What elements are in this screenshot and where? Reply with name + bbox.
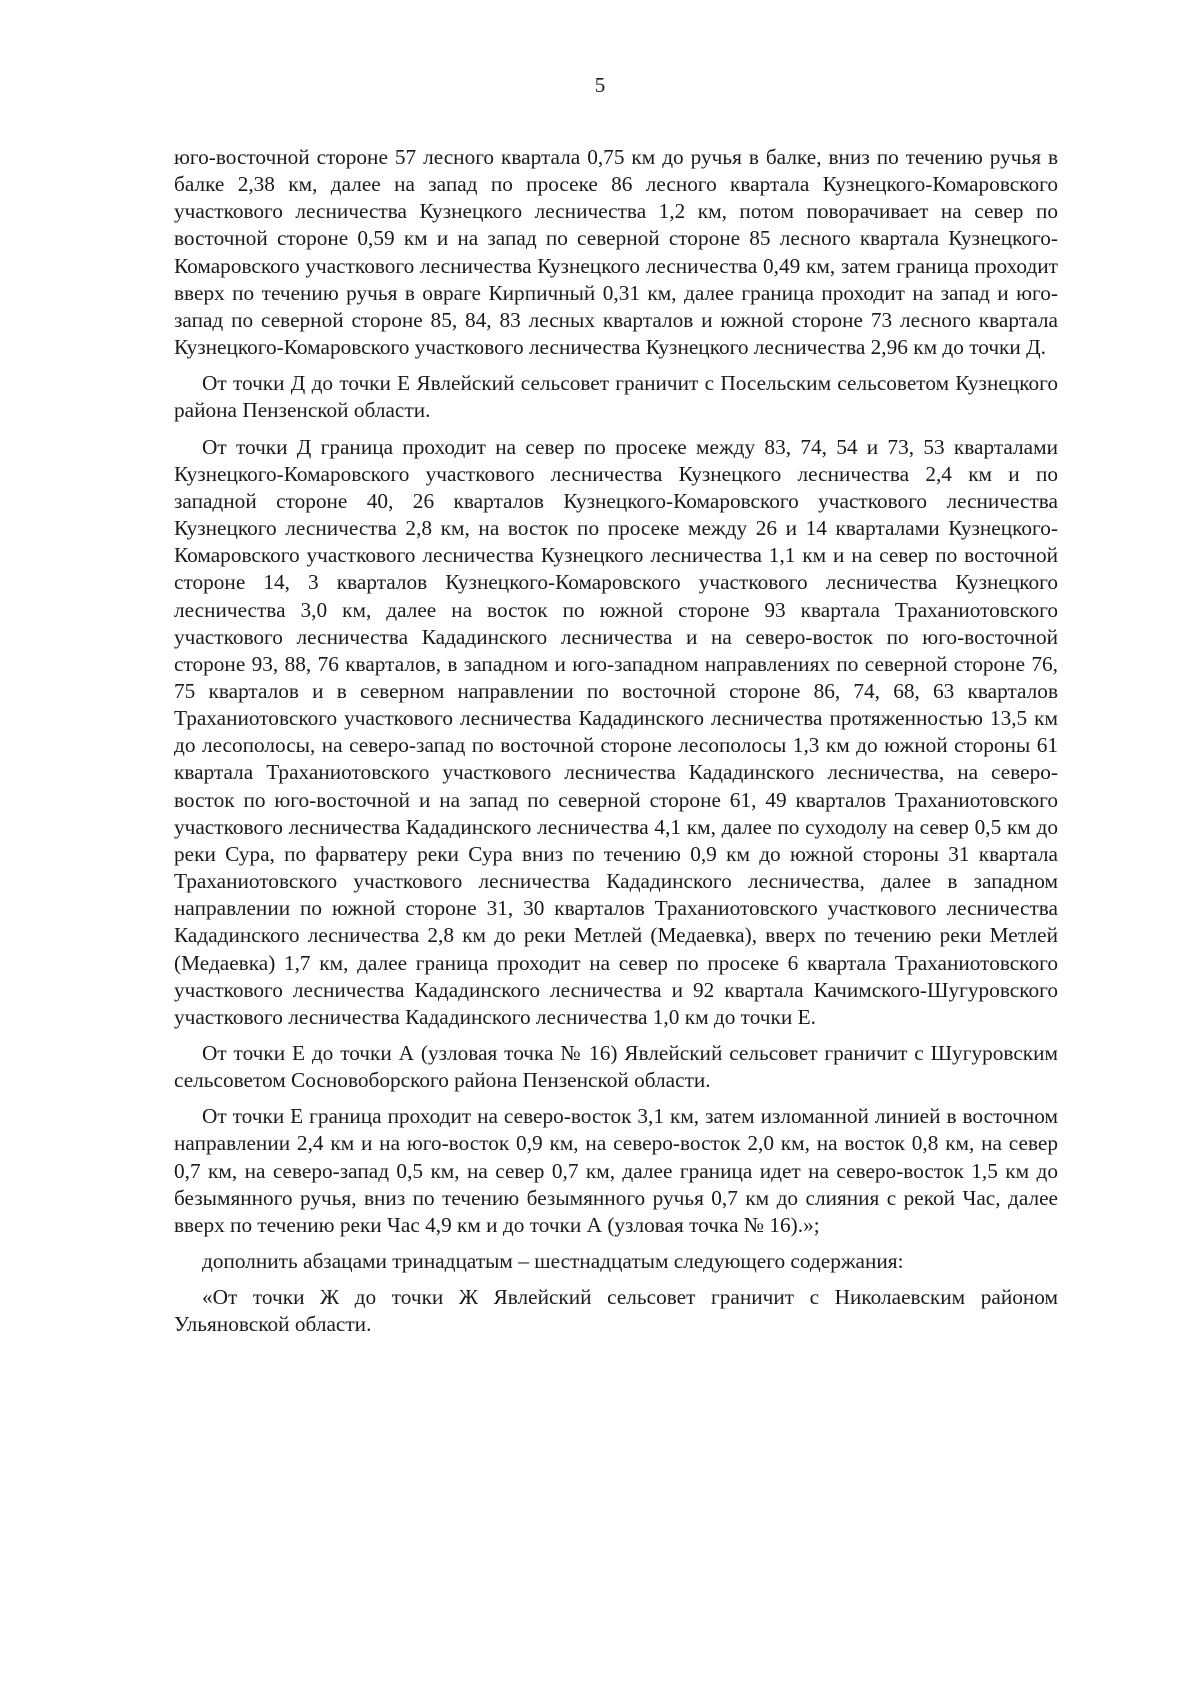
paragraph-continuation: юго-восточной стороне 57 лесного квартала 0,75 км до ручья в балке, вниз по течению ручья в балке 2,38 км, далее на запад по просеке 86 лесного квартала Кузнецкого-Комаровского участкового лесничества Кузнецкого лесничества 1,2 км, потом поворачивает на север по восточной стороне 0,59 км и на запад по северной стороне 85 лесного квартала Кузнецкого-Комаровского участкового лесничества Кузнецкого лесничества 0,49 км, затем граница проходит вверх по течению ручья в овраге Кирпичный 0,31 км, далее граница проходит на запад и юго-запад по северной стороне 85, 84, 83 лесных кварталов и южной стороне 73 лесного квартала Кузнецкого-Комаровского участкового лесничества Кузнецкого лесничества 2,96 км до точки Д. bbox=[174, 145, 1058, 360]
paragraph: От точки Д граница проходит на север по просеке между 83, 74, 54 и 73, 53 кварталами Кузнецкого-Комаровского участкового лесничества Кузнецкого лесничества 2,4 км и по западной стороне 40, 26 кварталов Кузнецкого-Комаровского участкового лесничества Кузнецкого лесничества 2,8 км, на восток по просеке между 26 и 14 кварталами Кузнецкого-Комаровского участкового лесничества Кузнецкого лесничества 1,1 км и на север по восточной стороне 14, 3 кварталов Кузнецкого-Комаровского участкового лесничества Кузнецкого лесничества 3,0 км, далее на восток по южной стороне 93 квартала Траханиотовского участкового лесничества Кададинского лесничества и на северо-восток по юго-восточной стороне 93, 88, 76 кварталов, в западном и юго-западном направлениях по северной стороне 76, 75 кварталов и в северном направлении по восточной стороне 86, 74, 68, 63 кварталов Траханиотовского участкового лесничества Кададинского лесничества протяженностью 13,5 км до лесополосы, на северо-запад по восточной стороне лесополосы 1,3 км до южной стороны 61 квартала Траханиотовского участкового лесничества Кададинского лесничества, на северо-восток по юго-восточной и на запад по северной стороне 61, 49 кварталов Траханиотовского участкового лесничества Кададинского лесничества 4,1 км, далее по суходолу на север 0,5 км до реки Сура, по фарватеру реки Сура вниз по течению 0,9 км до южной стороны 31 квартала Траханиотовского участкового лесничества Кададинского лесничества, далее в западном направлении по южной стороне 31, 30 кварталов Траханиотовского участкового лесничества Кададинского лесничества 2,8 км до реки Метлей (Медаевка), вверх по течению реки Метлей (Медаевка) 1,7 км, далее граница проходит на север по просеке 6 квартала Траханиотовского участкового лесничества Кададинского лесничества и 92 квартала Качимского-Шугуровского участкового лесничества Кададинского лесничества 1,0 км до точки Е. bbox=[174, 434, 1058, 1029]
page-number: 5 bbox=[594, 73, 606, 97]
document-body bbox=[174, 144, 1058, 1348]
paragraph: «От точки Ж до точки Ж Явлейский сельсовет граничит с Николаевским районом Ульяновской области. bbox=[174, 1285, 1058, 1337]
paragraph: От точки Е до точки А (узловая точка № 16) Явлейский сельсовет граничит с Шугуровским сельсоветом Сосновоборского района Пензенской области. bbox=[174, 1041, 1058, 1093]
paragraph: От точки Е граница проходит на северо-восток 3,1 км, затем изломанной линией в восточном направлении 2,4 км и на юго-восток 0,9 км, на северо-восток 2,0 км, на восток 0,8 км, на север 0,7 км, на северо-запад 0,5 км, на север 0,7 км, далее граница идет на северо-восток 1,5 км до безымянного ручья, вниз по течению безымянного ручья 0,7 км до слияния с рекой Час, далее вверх по течению реки Час 4,9 км и до точки А (узловая точка № 16).»; bbox=[174, 1104, 1058, 1237]
paragraph: От точки Д до точки Е Явлейский сельсовет граничит с Посельским сельсоветом Кузнецкого района Пензенской области. bbox=[174, 371, 1058, 423]
paragraph: дополнить абзацами тринадцатым – шестнадцатым следующего содержания: bbox=[202, 1249, 904, 1274]
